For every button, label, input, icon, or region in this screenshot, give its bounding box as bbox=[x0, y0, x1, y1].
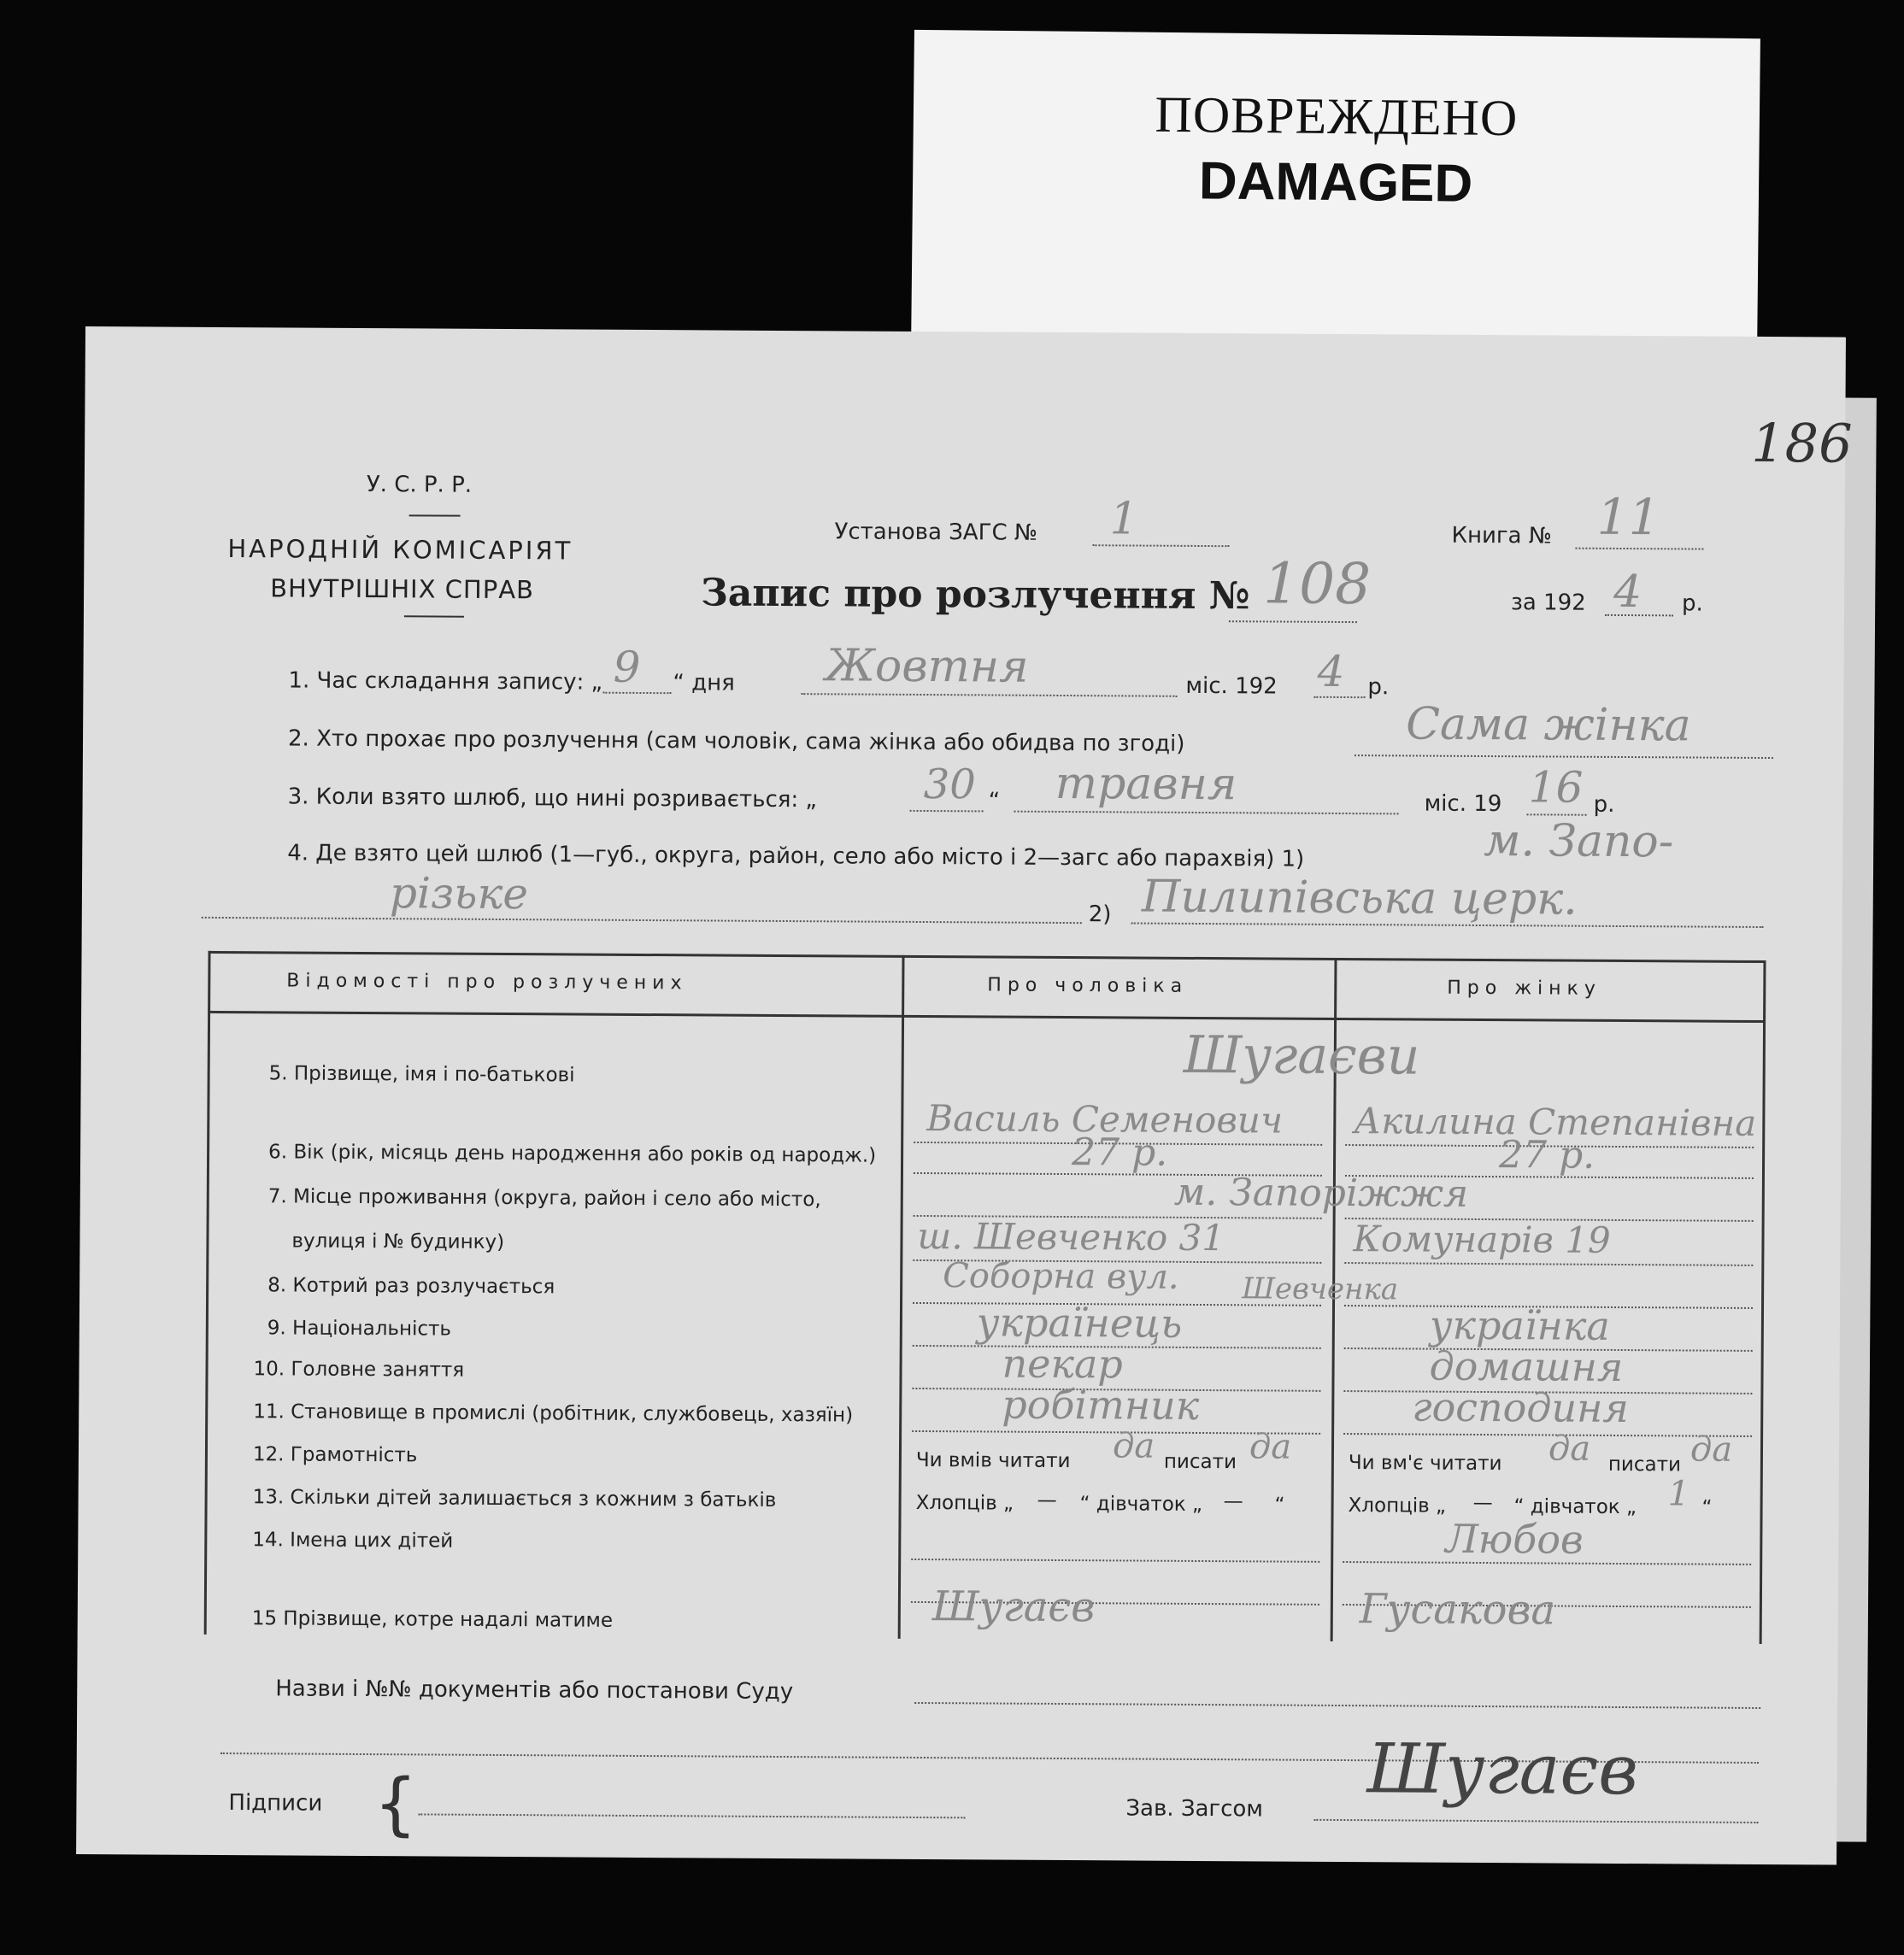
husband-future-surname: Шугаєв bbox=[931, 1582, 1096, 1632]
row-line bbox=[911, 1559, 1319, 1563]
line-2-label: 2. Хто прохає про розлучення (сам чоловік, сама жінка або обидва по згоді) bbox=[287, 725, 1185, 757]
book-label: Книга № bbox=[1451, 522, 1552, 549]
table-header-border bbox=[208, 1011, 1765, 1023]
signatures-brace: { bbox=[373, 1764, 418, 1844]
documents-line bbox=[914, 1702, 1760, 1709]
line-2-value-line bbox=[1355, 754, 1773, 759]
wife-name: Акилина Степанівна bbox=[1354, 1100, 1757, 1144]
zags-field-line bbox=[1092, 544, 1229, 547]
line-3-r: р. bbox=[1593, 791, 1615, 818]
signature-line bbox=[418, 1813, 965, 1818]
line-3-label: 3. Коли взято шлюб, що нині розривається: „ bbox=[287, 784, 818, 813]
commissariat-line-1: НАРОДНІЙ КОМІСАРІЯТ bbox=[227, 534, 573, 566]
wife-status: господиня bbox=[1412, 1383, 1630, 1432]
row-label: 9. Національність bbox=[267, 1317, 452, 1341]
line-3-mid: “ bbox=[988, 788, 1001, 814]
wife-street: Комунарів 19 bbox=[1353, 1218, 1611, 1261]
table-col-divider-1 bbox=[898, 955, 905, 1639]
divorce-record-form bbox=[76, 326, 1853, 1865]
book-field-line bbox=[1575, 548, 1703, 550]
line-1-label: 1. Час складання запису: „ bbox=[288, 667, 603, 696]
child-name: Любов bbox=[1445, 1515, 1584, 1563]
table-top-border bbox=[209, 951, 1766, 963]
label-text-ru: ПОВРЕЖДЕНО bbox=[1155, 85, 1519, 147]
wife-children-end: “ bbox=[1701, 1496, 1713, 1519]
line-3-mis: міс. 19 bbox=[1424, 790, 1502, 818]
line-1-year-line bbox=[1313, 696, 1365, 698]
divider bbox=[404, 615, 464, 617]
row-label: 14. Імена цих дітей bbox=[252, 1529, 454, 1553]
line-3-day: 30 bbox=[923, 760, 976, 809]
row-label: 8. Котрий раз розлучається bbox=[267, 1274, 555, 1299]
record-no-value: 108 bbox=[1262, 550, 1372, 618]
table-left-border bbox=[204, 951, 211, 1635]
extra-handwritten: Шевченка bbox=[1242, 1271, 1399, 1307]
line-1-mid: “ дня bbox=[673, 670, 735, 696]
row-label: 12. Грамотність bbox=[252, 1443, 418, 1467]
wife-boys: — bbox=[1472, 1491, 1493, 1515]
zags-label: Установа ЗАГС № bbox=[834, 519, 1038, 546]
husband-girls: — bbox=[1223, 1490, 1243, 1513]
husband-children-end: “ bbox=[1274, 1494, 1285, 1517]
line-1-month-line bbox=[801, 693, 1177, 697]
row-label: 11. Становище в промислі (робітник, службовець, хазяїн) bbox=[253, 1400, 854, 1427]
line-3-day-line bbox=[910, 810, 984, 813]
head-signature-line bbox=[1313, 1819, 1758, 1823]
zags-value: 1 bbox=[1109, 493, 1138, 545]
husband-street: ш. Шевченко 31 bbox=[917, 1214, 1225, 1259]
line-4-label: 4. Де взято цей шлюб (1—губ., округа, район, село або місто і 2—загс або парахвія) 1) bbox=[287, 840, 1305, 872]
line-4-continuation-line bbox=[202, 917, 1082, 924]
husband-girls-label: “ дівчаток „ bbox=[1079, 1493, 1203, 1517]
wife-girls-label: “ дівчаток „ bbox=[1513, 1495, 1637, 1519]
line-3-month: травня bbox=[1055, 757, 1237, 811]
damaged-label-card bbox=[911, 30, 1760, 355]
wife-literacy-write-label: писати bbox=[1607, 1453, 1682, 1477]
line-3-month-line bbox=[1014, 811, 1399, 815]
husband-literacy-write-label: писати bbox=[1163, 1450, 1237, 1474]
documents-label: Назви і №№ документів або постанови Суду bbox=[275, 1676, 794, 1705]
line-4-value-1b: різьке bbox=[389, 868, 529, 919]
wife-literacy-read-label: Чи вм'є читати bbox=[1348, 1452, 1502, 1476]
husband-status: робітник bbox=[1002, 1381, 1200, 1429]
row-label: 10. Головне заняття bbox=[253, 1358, 465, 1382]
row-label: вулиця і № будинку) bbox=[291, 1230, 505, 1254]
row-line bbox=[1344, 1262, 1753, 1266]
husband-literacy-read: да bbox=[1112, 1426, 1155, 1466]
record-no-line bbox=[1229, 620, 1357, 623]
husband-boys: — bbox=[1037, 1488, 1057, 1512]
signatures-label: Підписи bbox=[228, 1790, 323, 1817]
husband-nationality: українець bbox=[976, 1299, 1183, 1347]
table-header-husband: Про чоловіка bbox=[987, 974, 1189, 997]
line-1-month: Жовтня bbox=[825, 640, 1029, 693]
head-signature: Шугаєв bbox=[1366, 1729, 1639, 1811]
page-number: 186 bbox=[1750, 411, 1853, 475]
wife-occupation: домашня bbox=[1429, 1342, 1624, 1391]
husband-literacy-write: да bbox=[1249, 1427, 1292, 1467]
line-1-year: 4 bbox=[1317, 646, 1345, 697]
wife-literacy-write: да bbox=[1690, 1430, 1733, 1470]
row-label: 6. Вік (рік, місяць день народження або років од народж.) bbox=[268, 1141, 877, 1167]
row-label: 15 Прізвище, котре надалі матиме bbox=[251, 1607, 614, 1632]
line-4-value-1: м. Запо- bbox=[1484, 815, 1674, 868]
row-label: 13. Скільки дітей залишається з кожним з батьків bbox=[252, 1486, 777, 1512]
line-1-mis: міс. 192 bbox=[1185, 672, 1278, 700]
line-1-r: р. bbox=[1367, 674, 1390, 701]
wife-nationality: українка bbox=[1429, 1301, 1610, 1349]
wife-boys-label: Хлопців „ bbox=[1348, 1494, 1447, 1518]
year-label: за 192 bbox=[1510, 590, 1586, 616]
book-value: 11 bbox=[1596, 487, 1660, 547]
husband-age: 27 р. bbox=[1071, 1130, 1168, 1175]
year-value: 4 bbox=[1613, 566, 1642, 619]
usrr-text: У. С. Р. Р. bbox=[366, 472, 473, 498]
divider bbox=[409, 514, 461, 516]
row-label: 5. Прізвище, імя і по-батькові bbox=[268, 1062, 575, 1087]
line-4-value-2: Пилипівська церк. bbox=[1141, 871, 1578, 925]
husband-occupation: пекар bbox=[1002, 1340, 1123, 1388]
label-text-en: DAMAGED bbox=[1198, 151, 1473, 214]
surname-handwritten: Шугаєви bbox=[1183, 1024, 1420, 1087]
wife-literacy-read: да bbox=[1548, 1429, 1591, 1469]
head-label: Зав. Загсом bbox=[1125, 1795, 1264, 1823]
residence-city: м. Запоріжжя bbox=[1173, 1170, 1469, 1216]
line-1-day-line bbox=[602, 692, 671, 694]
row-label: 7. Місце проживання (округа, район і село або місто, bbox=[267, 1185, 821, 1212]
table-header-info: Відомості про розлучених bbox=[286, 970, 688, 995]
record-title: Запис про розлучення № bbox=[700, 571, 1250, 619]
husband-name: Василь Семенович bbox=[926, 1097, 1284, 1142]
line-1-day: 9 bbox=[613, 642, 641, 692]
commissariat-line-2: ВНУТРІШНІХ СПРАВ bbox=[270, 573, 535, 605]
year-suffix: р. bbox=[1681, 590, 1703, 617]
husband-extra: Соборна вул. bbox=[943, 1256, 1179, 1297]
line-3-year: 16 bbox=[1528, 762, 1584, 813]
wife-age: 27 р. bbox=[1498, 1133, 1595, 1177]
line-4-part-2: 2) bbox=[1088, 901, 1112, 928]
husband-boys-label: Хлопців „ bbox=[915, 1491, 1014, 1515]
table-header-wife: Про жінку bbox=[1447, 977, 1601, 1000]
line-2-value: Сама жінка bbox=[1406, 698, 1691, 752]
table-right-border bbox=[1760, 960, 1766, 1644]
wife-future-surname: Гусакова bbox=[1359, 1585, 1556, 1635]
husband-literacy-read-label: Чи вмів читати bbox=[915, 1448, 1071, 1473]
wife-girls: 1 bbox=[1667, 1474, 1690, 1514]
